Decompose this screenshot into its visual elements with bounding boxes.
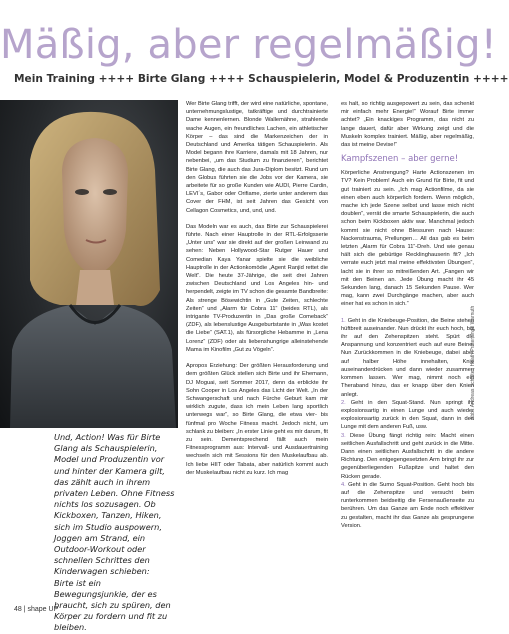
paragraph: Apropos Erziehung: Der größten Herausforderung und dem größten Glück stellen sich Birte und ihr Ehemann, DJ Moguai, seit Sommer 2017, denn da erblickte ihr Sohn Cooper in Los Angeles das Licht der Welt. „In der Schwangerschaft und nach Fürche Geburt kam mir wirklich zugute, dass ich mein Leben lang sportlich unterwegs war“, so Birte Glang, die etwa vier- bis fünfmal pro Woche Fitness macht. Jedoch nicht, um schlank zu bleiben: „In erster Linie geht es mir darum, fit zu sein. Dementsprechend fällt auch mein Fitnessprogramm aus: Intervall- und Ausdauertraining wechseln sich mit Sessions für den Muskelaufbau ab. Ich liebe HIIT oder Tabata, aber natürlich kommt auch der Muskelaufbau nicht zu kurz. Ich mag	[186, 363, 328, 476]
photo-credit: Abb.: Andreas Schlüter, Heath Prater, Inge Warnuth	[470, 305, 476, 420]
exercise-number: 3.	[341, 432, 346, 439]
exercise-text: Geht in die Sumo Squat-Position. Geht hoch bis auf die Zehenspitze und versucht beim runterkommen beidseitig die Fersenaußenseite zu berühren. Um das Ganze am Ende noch effektiver zu gestalten, macht ihr das Ganze als gesprungene Version.	[341, 481, 474, 529]
paragraph: Das Modeln war es auch, das Birte zur Schauspielerei führte. Nach einer Hauptrolle in der RTL-Erfolgsserie „Unter uns“ war sie direkt auf der großen Leinwand zu sehen: Neben Hollywood-Star Rutger Hauer und Comedian Kaya Yanar spielte sie die weibliche Hauptrolle in der Actionkomödie „Agent Ranjid rettet die Welt“. Die heute 37-Jährige, die seit drei Jahren zwischen Deutschland und Los Angeles hin- und herpendelt, zeigte im TV schon die gesamte Bandbreite: Als strenge Bösewichtin in „Gute Zeiten, schlechte Zeiten“ und „Alarm für Cobra 11“ (beides RTL), als intrigante TV-Produzentin in „Das große Comeback“ (ZDF), als lebenslustige Ausgeburtstante in „Was kostet die Liebe“ (SAT.1), als fürsorgliche Hebamme in „Lena Lorenz“ (ZDF) oder als liebenshungrige alleinstehende Mama im Kinofilm „Gut zu Vögeln“.	[186, 223, 328, 353]
caption-text-1: Und, Action! Was für Birte Glang als Schauspielerin, Model und Produzentin vor und hinter der Kamera gilt, das zählt auch in ihrem privaten Leben. Ohne Fitness nichts los sozusagen. Ob Kickboxen, Tanzen, Hiken, sich im Studio auspowern, Joggen am Strand, ein Outdoor-Workout oder schnellen Schrittes den Kinderwagen schieben:	[54, 432, 175, 577]
headline: Mäßig, aber regelmäßig!	[0, 22, 497, 68]
exercise-item	[341, 481, 474, 530]
paragraph: Wer Birte Glang trifft, der wird eine natürliche, spontane, unternehmungslustige, tatkräftige und durchtrainierte Dame kennenlernen. Blonde Wallemähne, strahlende wache Augen, ein freundliches Lachen, ein athletischer Körper – das sind die Markenzeichen der in Deutschland und Amerika tätigen Schauspielerin. Als Model begann ihre Karriere, damals mit 18 Jahren, nur nebenbei, „um das Studium zu finanzieren“, berichtet Birte Glang, die auch das Jura-Diplom besitzt. Rund um den Globus führten sie die Jobs vor der Kamera, sie arbeitete für so große Kunden wie AUDI, Pierre Cardin, LEVI´s, Gabor oder Orifiame, zierte unter anderem das Cover der FHM, ist seit Jahren das Gesicht von Cellagon Cosmetics, und, und, und.	[186, 101, 328, 214]
exercise-number: 1.	[341, 317, 346, 324]
exercise-text: Geht in die Kniebeuge-Position, die Beine stehen hüftbreit auseinander. Nun drückt ihr euch hoch, bis ihr auf den Zehenspitzen steht. Spürt die Anspannung und konzentriert euch auf eure Beine. Nun Zurückkommen in die Kniebeuge, dabei aber auf halber Höhe innehalten, Knie auseinanderdrücken und dann wieder zusammen kommen lassen. Wer mag, nimmt noch ein Theraband hinzu, das er knapp über den Knien anlegt.	[341, 317, 474, 398]
paragraph: Körperliche Anstrengung? Harte Actionszenen im TV? Kein Problem! Auch ein Grund für Birte, fit und gut trainiert zu sein. „Ich mag Actionfilme, da sie einen eben auch körperlich fordern. Wenn möglich, mache ich jede Szene selbst und lasse mich nicht doublen“, verrät die smarte Schauspielerin, die auch schon beim Kickboxen aktiv war. Manchmal jedoch kommt sie nicht ohne Blessuren nach Hause: Nackenstrauma, Prellungen… All das gab es beim letzten „Alarm für Cobra 11“-Dreh. Und wie genau hält sich die gebürtige Recklinghauserin fit? „Ich verrate euch jetzt mal meine effektivsten Übungen“, lacht sie in ihrer so mitreißenden Art. „Fangen wir mit den Beinen an. Jede Übung macht ihr 45 Sekunden lang, danach 15 Sekunden Pause. Wer mag, kann zwei Durchgänge machen, aber auch einer hat es schon in sich.“	[341, 170, 474, 308]
caption-text-2: Birte ist ein Bewegungsjunkie, der es braucht, sich zu spüren, den Körper zu fordern und fit zu bleiben.	[54, 577, 171, 633]
exercise-number: 2.	[341, 399, 346, 406]
exercise-item	[341, 317, 474, 399]
portrait-photo	[0, 100, 178, 428]
exercise-item	[341, 399, 474, 432]
paragraph: es halt, so richtig ausgepowert zu sein, das schenkt mir einfach mehr Energie!“ Worauf Birte immer achtet? „Ein knackiges Programm, das nicht zu lange dauert, dafür aber Wirkung zeigt und die Muskeln komplex trainiert. Mäßig, aber regelmäßig, das ist meine Devise!“	[341, 101, 474, 149]
section-heading: Kampfszenen – aber gerne!	[341, 154, 459, 165]
page-footer: 48 | shape UP	[14, 606, 59, 613]
portrait-illustration	[0, 100, 178, 428]
exercise-text: Diese Übung fängt richtig rein: Macht einen seitlichen Ausfallschritt und geht zurück in die Mitte. Dann einen seitlichen Ausfallschritt in die andere Richtung. Den entgegengesetzten Arm bringt ihr zur gegenüberliegenden Fußspitze und haltet den Rücken gerade.	[341, 432, 474, 480]
exercise-text: Geht in den Squat-Stand. Nun springt ihr explosionsartig in einen Lunge und auch wieder explosionsartig zurück in den Squat, dann in den Lunge mit dem anderen Fuß, usw.	[341, 399, 474, 431]
subline: Mein Training ++++ Birte Glang ++++ Schauspielerin, Model & Produzentin ++++	[14, 73, 509, 85]
article-column-1	[186, 100, 328, 477]
photo-caption	[54, 432, 178, 634]
article-column-2	[341, 100, 474, 530]
exercise-item	[341, 432, 474, 481]
exercise-number: 4.	[341, 481, 346, 488]
